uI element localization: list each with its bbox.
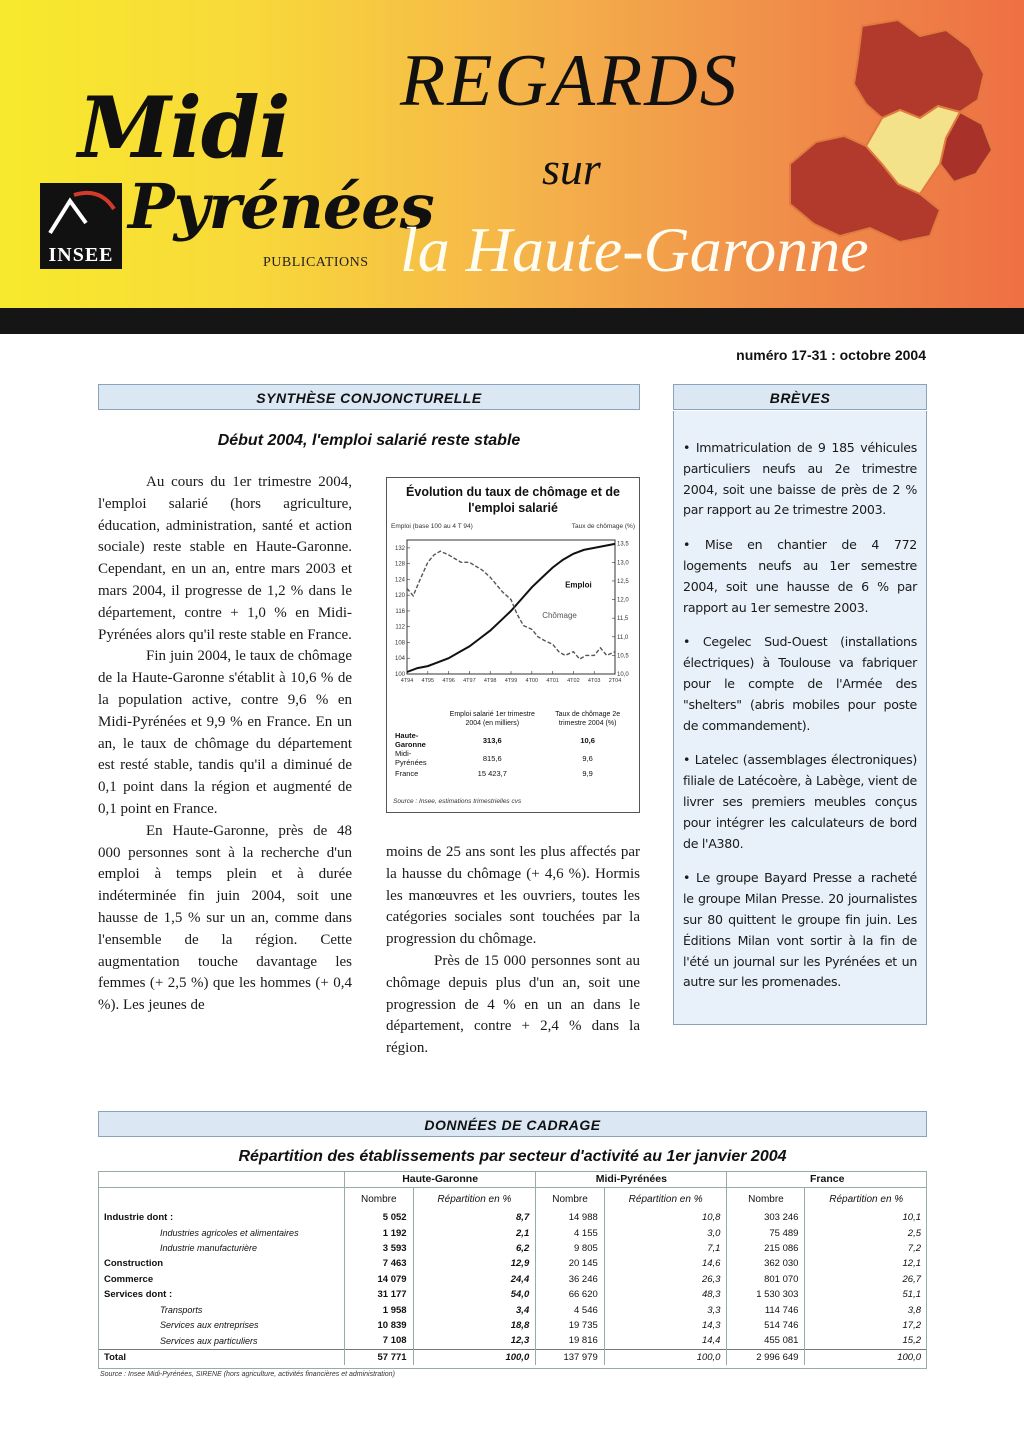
cell-repartition: 3,8 — [805, 1302, 927, 1317]
chart-y-left-tick-label: 100 — [394, 672, 405, 678]
cell-repartition: 54,0 — [413, 1287, 536, 1302]
cell-repartition: 12,1 — [805, 1256, 927, 1271]
cell-nombre: 114 746 — [727, 1302, 805, 1317]
row-label: Commerce — [104, 1273, 154, 1285]
cell-nombre: 9 805 — [536, 1241, 605, 1256]
cell-nombre: 1 530 303 — [727, 1287, 805, 1302]
breves-list — [683, 438, 917, 1007]
cell-nombre: 20 145 — [536, 1256, 605, 1271]
chart-x-tick-label: 4T00 — [525, 678, 539, 684]
cell-nombre: 14 079 — [345, 1272, 414, 1287]
cell-nombre: 7 108 — [345, 1333, 414, 1349]
table-corner — [98, 1188, 345, 1211]
chart-y-right-tick-label: 12,5 — [617, 578, 629, 585]
cell-repartition: 17,2 — [805, 1318, 927, 1333]
cell-nombre: 19 735 — [536, 1318, 605, 1333]
chart-table-cell: 9,6 — [582, 753, 593, 763]
cell-nombre: 303 246 — [727, 1210, 805, 1225]
publications-label: PUBLICATIONS — [263, 255, 369, 270]
chart-x-tick-label: 4T99 — [504, 678, 518, 684]
chart-y-left-tick-label: 128 — [394, 561, 405, 568]
cell-repartition: 7,1 — [604, 1241, 727, 1256]
breves-item: • Latelec (assemblages électroniques) filiale de Latécoère, à Labège, vient de livrer ses premiers meubles conçus pour intégrer les calculateurs de bord de l'A380. — [683, 752, 917, 851]
cell-nombre: 3 593 — [345, 1241, 414, 1256]
title-regards: REGARDS — [400, 40, 739, 122]
title-sur: sur — [542, 143, 601, 194]
cell-repartition: 24,4 — [413, 1272, 536, 1287]
region-map-illustration — [770, 14, 1000, 244]
cell-nombre: 36 246 — [536, 1272, 605, 1287]
article-title: Début 2004, l'emploi salarié reste stable — [217, 432, 521, 449]
cell-nombre: 5 052 — [345, 1210, 414, 1225]
cell-repartition: 14,6 — [604, 1256, 727, 1271]
col-header-region: France — [727, 1171, 927, 1188]
cell-repartition: 15,2 — [805, 1333, 927, 1349]
etablissements-table — [98, 1171, 927, 1365]
issue-number: numéro 17-31 : octobre 2004 — [736, 347, 926, 363]
insee-label: INSEE — [48, 244, 114, 266]
chart-summary-table — [393, 710, 633, 779]
chart-y-right-tick-label: 10,0 — [617, 672, 629, 678]
chart-x-tick-label: 4T96 — [442, 678, 455, 684]
chart-plot-frame — [407, 540, 615, 674]
cell-nombre: 66 620 — [536, 1287, 605, 1302]
chart-table-header — [393, 710, 442, 731]
cell-repartition: 6,2 — [413, 1241, 536, 1256]
cell-nombre: 19 816 — [536, 1333, 605, 1349]
table-row — [98, 1210, 927, 1225]
cell-nombre: 362 030 — [727, 1256, 805, 1271]
cell-nombre: 4 546 — [536, 1302, 605, 1317]
cell-repartition: 2,1 — [413, 1225, 536, 1240]
cell-repartition: 14,4 — [604, 1333, 727, 1349]
chart-title: Évolution du taux de chômage et de l'emploi salarié — [406, 485, 620, 515]
section-header-donnees: DONNÉES DE CADRAGE — [98, 1111, 927, 1137]
section-header-breves: BRÈVES — [673, 384, 927, 410]
article-column-2 — [386, 842, 640, 1060]
brand-pyrenees: Pyrénées — [128, 170, 434, 243]
cell-nombre: 31 177 — [345, 1287, 414, 1302]
row-label: Industries agricoles et alimentaires — [160, 1228, 299, 1239]
cell-repartition: 12,9 — [413, 1256, 536, 1271]
chart-y-left-label: Emploi (base 100 au 4 T 94) — [391, 523, 473, 530]
cell-repartition: 100,0 — [604, 1349, 727, 1365]
cell-nombre: 57 771 — [345, 1349, 414, 1365]
col-header-nombre: Nombre — [345, 1188, 414, 1211]
chart-y-right-tick-label: 13,0 — [617, 560, 629, 567]
chart-y-left-tick-label: 132 — [394, 545, 405, 552]
cell-repartition: 51,1 — [805, 1287, 927, 1302]
cell-repartition: 14,3 — [604, 1318, 727, 1333]
table-row — [98, 1272, 927, 1287]
row-label: Services aux entreprises — [160, 1320, 259, 1331]
chart-table-header: Taux de chômage 2e trimestre 2004 (%) — [555, 711, 621, 727]
cell-repartition: 8,7 — [413, 1210, 536, 1225]
cell-repartition: 48,3 — [604, 1287, 727, 1302]
chart-y-left-tick-label: 124 — [394, 577, 405, 584]
col-header-nombre: Nombre — [727, 1188, 805, 1211]
cell-repartition: 3,3 — [604, 1302, 727, 1317]
row-label: Transports — [160, 1305, 203, 1316]
cell-repartition: 10,8 — [604, 1210, 727, 1225]
table-row — [98, 1318, 927, 1333]
table-row — [98, 1333, 927, 1349]
cell-repartition: 7,2 — [805, 1241, 927, 1256]
cell-nombre: 215 086 — [727, 1241, 805, 1256]
cell-repartition: 18,8 — [413, 1318, 536, 1333]
row-label: Industrie manufacturière — [160, 1243, 258, 1254]
chart-x-tick-label: 4T02 — [567, 678, 580, 684]
article-column-1 — [98, 472, 352, 1017]
breves-item: • Le groupe Bayard Presse a racheté le groupe Milan Presse. 20 journalistes sur 80 quittent le groupe fin juin. Les Éditions Milan vont sortir à la fin de l'été un journal sur les Pyrénées et un autre sur les promenades. — [683, 870, 917, 990]
chart-table-cell: 313,6 — [482, 735, 502, 745]
breves-item: • Mise en chantier de 4 772 logements neufs au 1er semestre 2004, soit une hausse de 6 % par rapport au 1er semestre 2003. — [683, 537, 917, 615]
table-row — [98, 1225, 927, 1240]
cell-nombre: 7 463 — [345, 1256, 414, 1271]
cell-repartition: 12,3 — [413, 1333, 536, 1349]
row-label: Industrie dont : — [104, 1212, 174, 1224]
table-row — [98, 1287, 927, 1302]
chart-y-right-tick-label: 11,5 — [617, 616, 629, 623]
col-header-repartition: Répartition en % — [413, 1188, 536, 1211]
chart-table-cell: 815,6 — [482, 753, 502, 763]
cell-nombre: 455 081 — [727, 1333, 805, 1349]
table-row — [98, 1241, 927, 1256]
chart-table-row — [393, 731, 633, 749]
cell-repartition: 2,5 — [805, 1225, 927, 1240]
cell-repartition: 26,3 — [604, 1272, 727, 1287]
col-header-repartition: Répartition en % — [805, 1188, 927, 1211]
chart-x-tick-label: 4T95 — [421, 678, 435, 684]
table-row — [98, 1302, 927, 1317]
chart-table-header: Emploi salarié 1er trimestre 2004 (en milliers) — [449, 711, 535, 727]
chart-y-right-tick-label: 11,0 — [617, 634, 629, 641]
chart-table-cell: Haute-Garonne — [395, 731, 426, 749]
cell-nombre: 1 958 — [345, 1302, 414, 1317]
col-header-nombre: Nombre — [536, 1188, 605, 1211]
chart-table-cell: Midi-Pyrénées — [395, 749, 427, 767]
chart-x-tick-label: 4T01 — [546, 678, 559, 684]
chart-table-cell: 15 423,7 — [477, 768, 507, 778]
row-label: Services dont : — [104, 1289, 173, 1301]
table-row — [98, 1256, 927, 1271]
chart-plot — [387, 534, 639, 694]
chart-table-row — [393, 749, 633, 767]
row-label: Services aux particuliers — [160, 1335, 258, 1346]
cell-nombre: 75 489 — [727, 1225, 805, 1240]
chart-y-left-tick-label: 120 — [394, 593, 405, 600]
chart-y-right-tick-label: 13,5 — [617, 541, 629, 548]
table-row — [98, 1349, 927, 1365]
cell-repartition: 10,1 — [805, 1210, 927, 1225]
cell-repartition: 26,7 — [805, 1272, 927, 1287]
chart-y-left-tick-label: 116 — [395, 608, 405, 615]
chart-table-cell: 10,6 — [580, 735, 595, 745]
chart-source: Source : Insee, estimations trimestrielles cvs — [393, 798, 522, 805]
table-source: Source : Insee Midi-Pyrénées, SIRENE (hors agriculture, activités financières et administration) — [100, 1371, 395, 1378]
masthead-divider — [0, 308, 1024, 334]
cell-nombre: 137 979 — [536, 1349, 605, 1365]
chart-y-left-tick-label: 112 — [395, 624, 405, 631]
col-header-repartition: Répartition en % — [604, 1188, 727, 1211]
cell-repartition: 3,0 — [604, 1225, 727, 1240]
chart-y-right-tick-label: 10,5 — [617, 653, 629, 660]
chart-annotation-emploi: Emploi — [565, 580, 592, 590]
insee-emblem-icon — [40, 183, 122, 243]
chart-box — [386, 477, 640, 813]
table-title: Répartition des établissements par secteur d'activité au 1er janvier 2004 — [238, 1148, 787, 1165]
article-paragraph: moins de 25 ans sont les plus affectés par la hausse du chômage (+ 4,6 %). Hormis les manœuvres et les ouvriers, toutes les catégories sociales sont touchées par la progression du chômage. — [386, 844, 640, 948]
row-label: Total — [98, 1349, 345, 1365]
article-paragraph: Fin juin 2004, le taux de chômage de la Haute-Garonne s'établit à 10,6 % de la population active, contre 9,6 % en Midi-Pyrénées et 9,9 % en France. En un an, le taux de chômage du département est resté stable, tandis qu'il a diminué de 0,1 point dans la région et augmenté de 0,1 point en France. — [98, 648, 352, 817]
cell-nombre: 14 988 — [536, 1210, 605, 1225]
brand-midi: Midi — [78, 78, 290, 177]
row-label: Construction — [104, 1258, 164, 1270]
cell-nombre: 4 155 — [536, 1225, 605, 1240]
chart-table-cell: 9,9 — [582, 768, 593, 778]
chart-x-tick-label: 4T94 — [400, 678, 414, 684]
section-header-synthese: SYNTHÈSE CONJONCTURELLE — [98, 384, 640, 410]
article-paragraph: Près de 15 000 personnes sont au chômage depuis plus d'un an, soit une progression de 4 % en un an dans le département, contre + 2,4 % dans la région. — [386, 952, 640, 1057]
chart-table-cell: France — [395, 768, 419, 778]
chart-x-tick-label: 4T98 — [483, 678, 497, 684]
chart-table-row — [393, 767, 633, 779]
chart-x-tick-label: 4T03 — [587, 678, 601, 684]
cell-repartition: 100,0 — [413, 1349, 536, 1365]
chart-y-right-label: Taux de chômage (%) — [571, 523, 635, 530]
cell-repartition: 3,4 — [413, 1302, 536, 1317]
map-region-north — [854, 20, 984, 118]
chart-y-right-tick-label: 12,0 — [617, 597, 629, 604]
cell-repartition: 100,0 — [805, 1349, 927, 1365]
breves-item: • Cegelec Sud-Ouest (installations électriques) à Toulouse va fabriquer pour le compte de l'Armée des "shelters" (abris mobiles pour poste de commandement). — [683, 634, 917, 733]
col-header-region: Haute-Garonne — [345, 1171, 536, 1188]
article-paragraph: Au cours du 1er trimestre 2004, l'emploi salarié (hors agriculture, éducation, administration, santé et action sociale) reste stable en Haute-Garonne. Cependant, en un an, entre mars 2003 et mars 2004, il progresse de 1,2 % dans le département, contre + 1,0 % en Midi-Pyrénées alors qu'il reste stable en France. — [98, 474, 352, 643]
title-haute-garonne: la Haute-Garonne — [400, 214, 869, 285]
cell-nombre: 2 996 649 — [727, 1349, 805, 1365]
cell-nombre: 514 746 — [727, 1318, 805, 1333]
cell-nombre: 801 070 — [727, 1272, 805, 1287]
chart-x-tick-label: 2T04 — [608, 678, 622, 684]
cell-nombre: 1 192 — [345, 1225, 414, 1240]
chart-x-tick-label: 4T97 — [463, 678, 476, 684]
table-corner — [98, 1171, 345, 1188]
breves-item: • Immatriculation de 9 185 véhicules particuliers neufs au 2e trimestre 2004, soit une baisse de près de 2 % par rapport au 2e trimestre 2003. — [683, 440, 917, 518]
chart-y-left-tick-label: 104 — [394, 656, 405, 663]
cell-nombre: 10 839 — [345, 1318, 414, 1333]
chart-annotation-chomage: Chômage — [542, 611, 577, 621]
article-paragraph: En Haute-Garonne, près de 48 000 personnes sont à la recherche d'un emploi à temps plein et à durée indéterminée fin juin 2004, soit une hausse de 1,5 % sur un an, comme dans l'ensemble de la région. Cette augmentation touche davantage les femmes (+ 2,5 %) que les hommes (+ 0,4 %). Les jeunes de — [98, 822, 352, 1014]
chart-y-left-tick-label: 108 — [394, 640, 405, 647]
col-header-region: Midi-Pyrénées — [536, 1171, 727, 1188]
